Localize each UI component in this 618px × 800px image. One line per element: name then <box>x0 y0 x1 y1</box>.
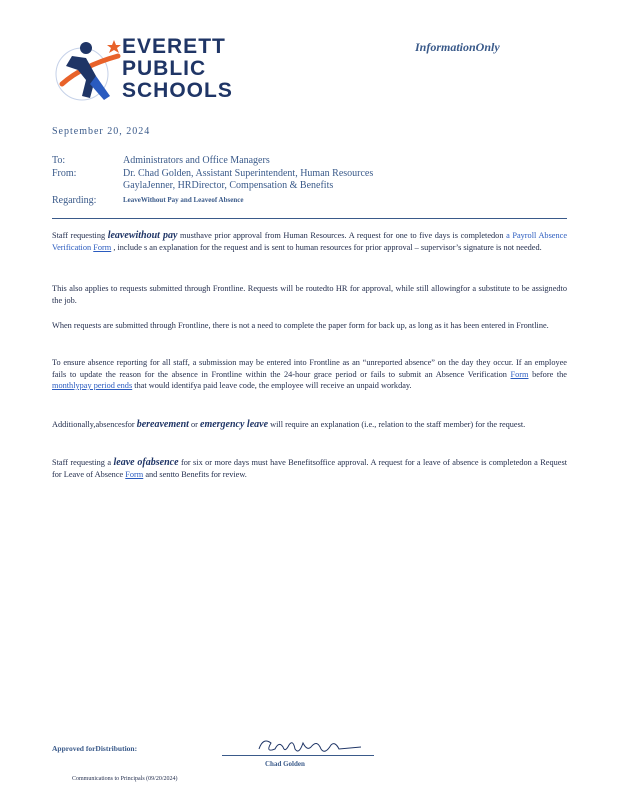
paragraph-paper-form: When requests are submitted through Frontline, there is not a need to complete the paper form for back up, as long as it has been entered in Frontline. <box>52 321 549 330</box>
approved-for-distribution: Approved forDistribution: <box>52 744 138 753</box>
form-link[interactable]: Form <box>93 242 112 252</box>
information-only-note: InformationOnly <box>415 40 500 54</box>
paragraph-leave-without-pay: Staff requesting leavewithout pay musthave prior approval from Human Resources. A request for one to five days is completedon a Payroll Absence Verification Form , include s an explanation for the request and is sent to human resources for prior approval – supervisor’s signature is not needed. <box>52 230 568 252</box>
signature-name: Chad Golden <box>265 760 305 768</box>
regarding-label: Regarding: <box>52 195 97 206</box>
header-divider <box>52 218 567 219</box>
from-value-line1: Dr. Chad Golden, Assistant Superintendent, Human Resources <box>123 168 374 179</box>
paragraph-leave-of-absence: Staff requesting a leave ofabsence for six or more days must have Benefitsoffice approval. A request for a leave of absence is completedon a Request for Leave of Absence Form and sentto Benefits for review. <box>52 457 567 479</box>
to-value: Administrators and Office Managers <box>123 155 270 166</box>
signature-line <box>222 755 374 756</box>
form-link[interactable]: Form <box>125 469 144 479</box>
from-value-line2: GaylaJenner, HRDirector, Compensation & Benefits <box>123 180 334 191</box>
logo-figure-icon <box>52 36 122 108</box>
regarding-value: LeaveWithout Pay and Leaveof Absence <box>123 196 244 204</box>
to-label: To: <box>52 155 66 166</box>
memo-date: September 20, 2024 <box>52 126 151 137</box>
paragraph-frontline-requests: This also applies to requests submitted through Frontline. Requests will be routedto HR for approval, while still allowingfor a substitute to be assignedto the job. <box>52 284 567 305</box>
footer-note: Communications to Principals (09/20/2024) <box>72 776 178 782</box>
paragraph-bereavement: Additionally,absencesfor bereavement or emergency leave will require an explanation (i.e., relation to the staff member) for the request. <box>52 419 526 430</box>
form-link[interactable]: Form <box>510 369 529 379</box>
monthly-pay-period-link[interactable]: monthlypay period ends <box>52 381 133 390</box>
logo-wordmark: EVERETT PUBLIC SCHOOLS <box>122 35 233 102</box>
from-label: From: <box>52 168 77 179</box>
logo <box>52 36 232 108</box>
paragraph-unreported-absence: To ensure absence reporting for all staff, a submission may be entered into Frontline as an “unreported absence” on the day they occur. If an employee fails to update the reason for the absence in Frontline within the 24-hour grace period or fails to submit an Absence Verification Form before the monthlypay period ends that would identifya paid leave code, the employee will receive an unpaid workday. <box>52 358 567 390</box>
